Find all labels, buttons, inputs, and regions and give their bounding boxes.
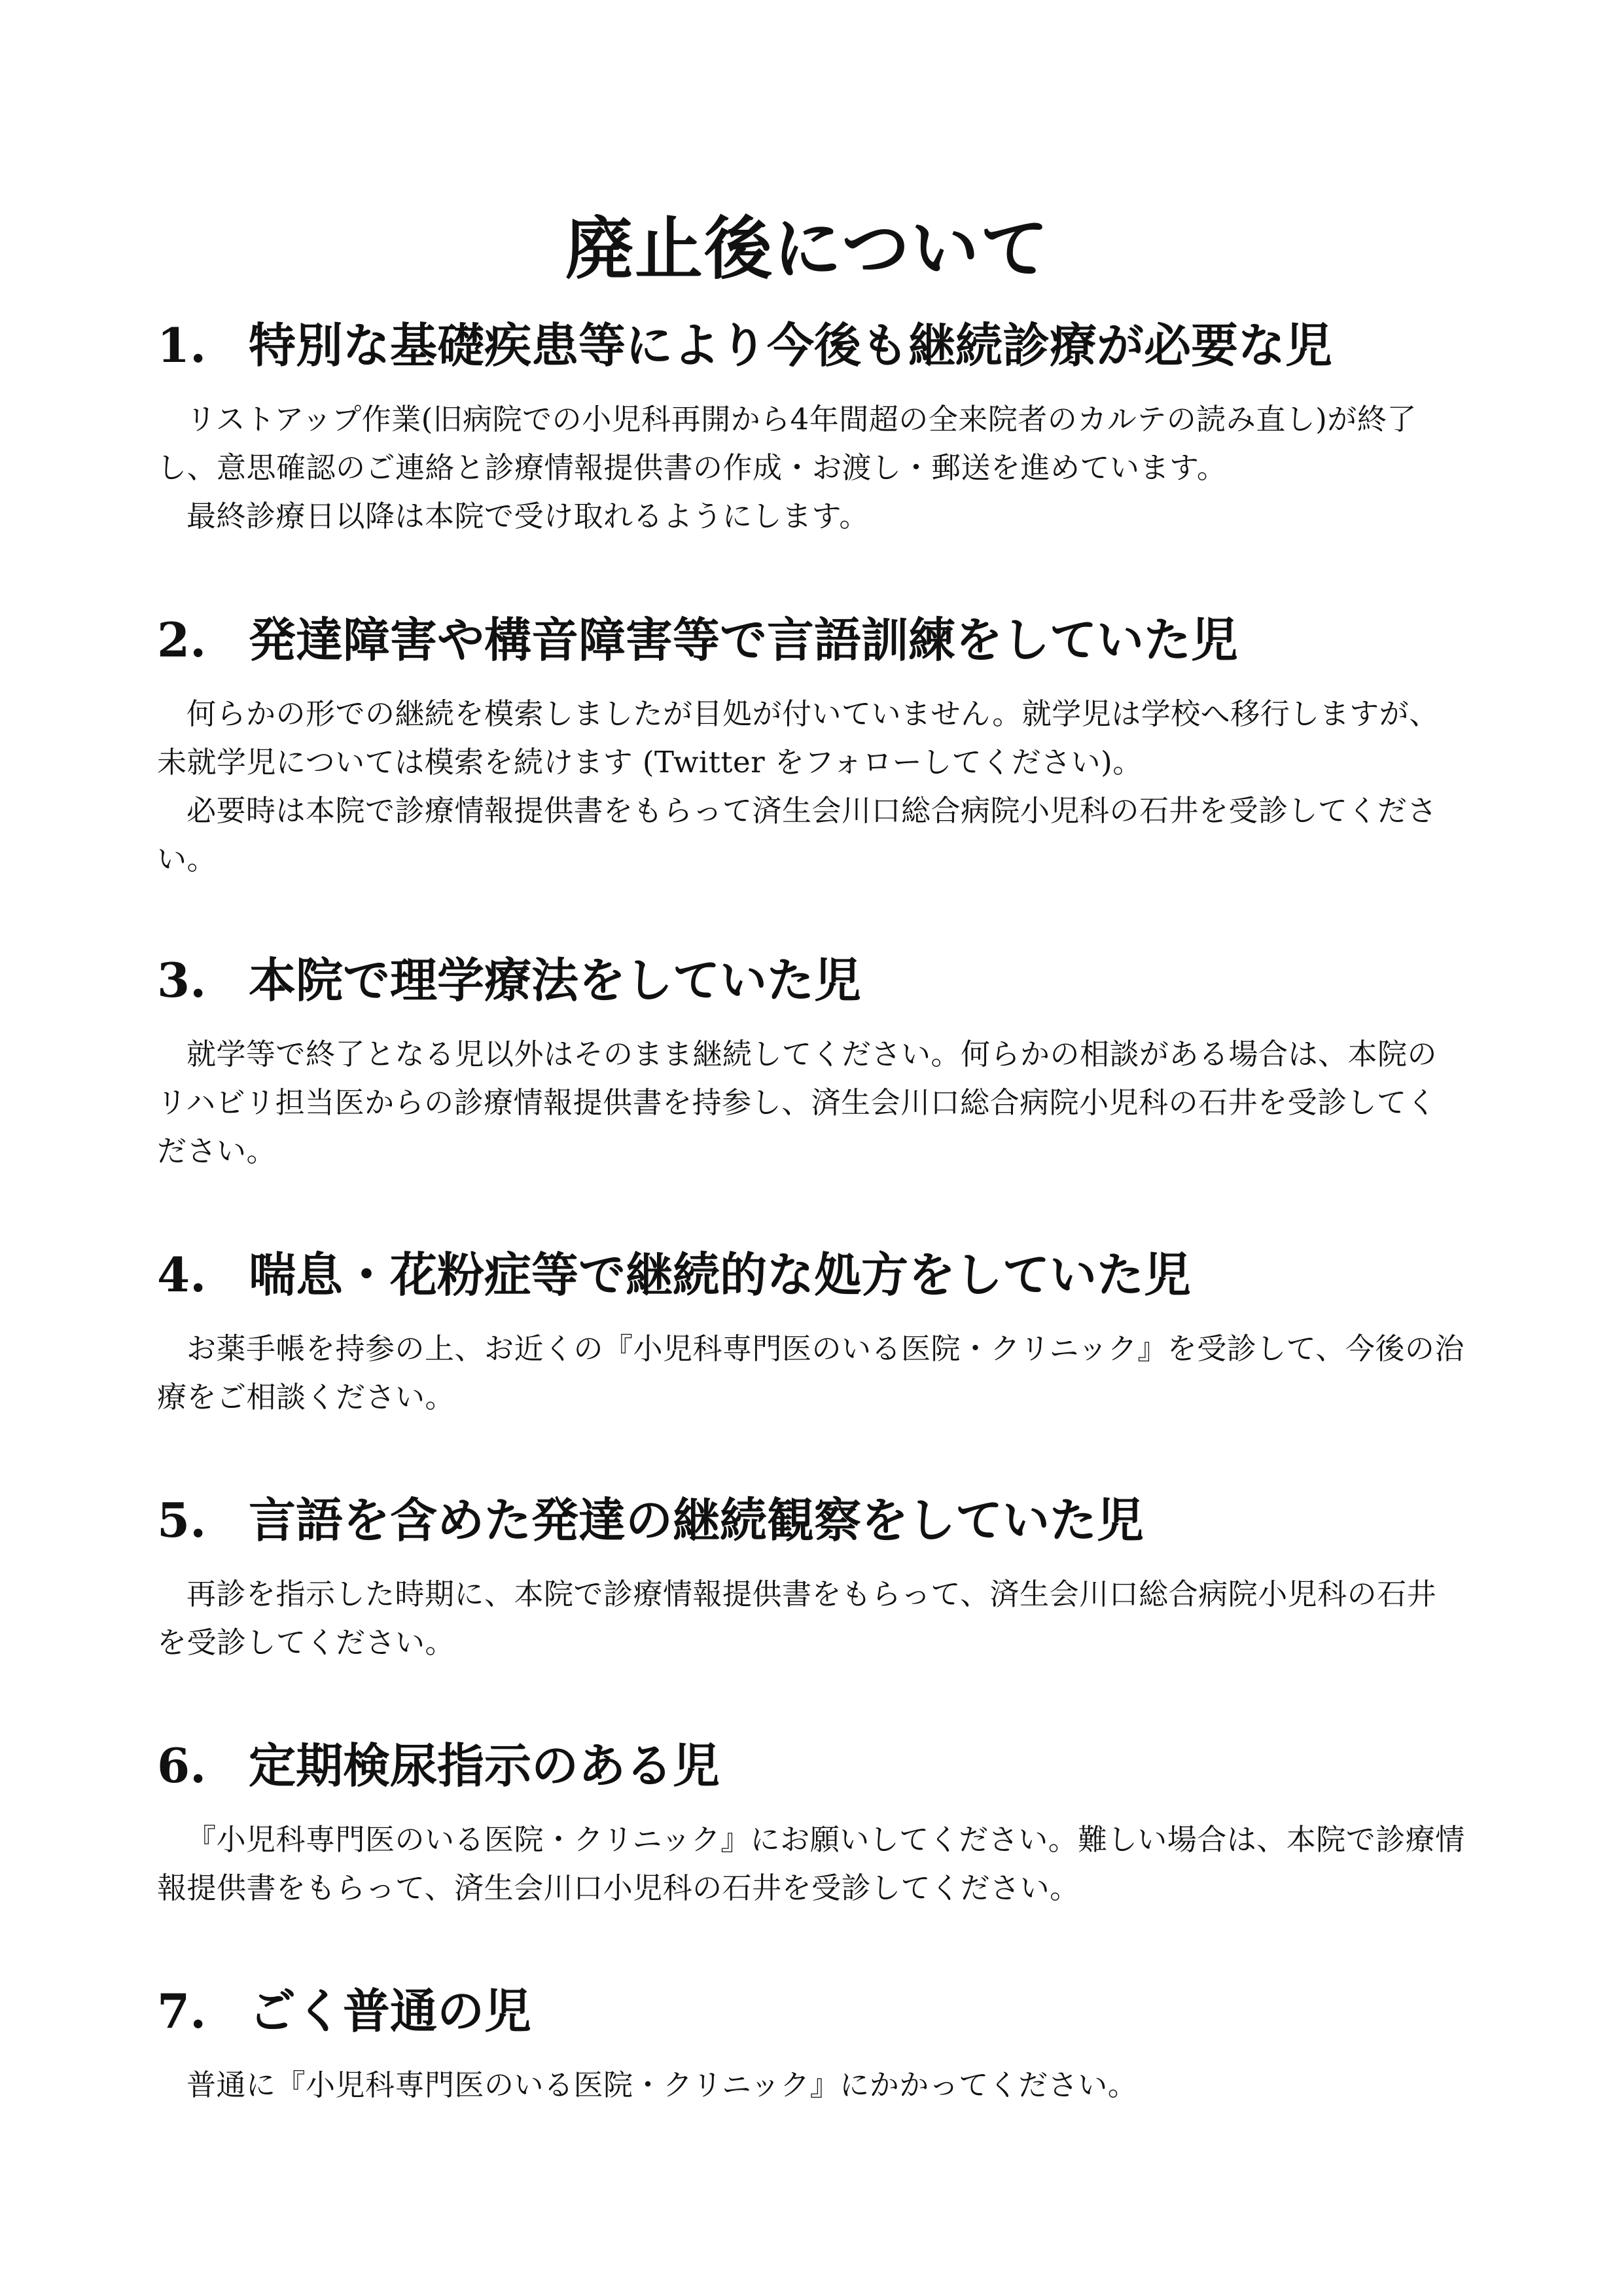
section-body bbox=[157, 2061, 1466, 2109]
section-body bbox=[157, 690, 1466, 884]
section-title: ごく普通の児 bbox=[249, 1983, 532, 2039]
section-heading bbox=[157, 1980, 1466, 2043]
page-title: 廃止後について bbox=[565, 207, 1050, 289]
section-heading bbox=[157, 609, 1466, 672]
section-number: 1. bbox=[157, 317, 207, 373]
section-heading bbox=[157, 1489, 1466, 1552]
section-title: 定期検尿指示のある児 bbox=[249, 1738, 720, 1793]
section-title: 本院で理学療法をしていた児 bbox=[249, 952, 862, 1008]
section-heading bbox=[157, 1244, 1466, 1306]
section-body bbox=[157, 1030, 1466, 1175]
section-1 bbox=[157, 314, 1466, 541]
section-7 bbox=[157, 1980, 1466, 2109]
section-number: 2. bbox=[157, 612, 207, 668]
section-number: 5. bbox=[157, 1492, 207, 1548]
section-3 bbox=[157, 949, 1466, 1175]
section-body bbox=[157, 395, 1466, 541]
section-paragraph: 最終診療日以降は本院で受け取れるようにします。 bbox=[186, 499, 869, 533]
section-heading bbox=[157, 314, 1466, 377]
section-2 bbox=[157, 609, 1466, 884]
section-paragraph: 『小児科専門医のいる医院・クリニック』にお願いしてください。難しい場合は、本院で診療情報提供書をもらって、済生会川口小児科の石井を受診してください。 bbox=[157, 1822, 1465, 1905]
section-paragraph: 必要時は本院で診療情報提供書をもらって済生会川口総合病院小児科の石井を受診してください。 bbox=[157, 793, 1438, 876]
section-paragraph: お薬手帳を持参の上、お近くの『小児科専門医のいる医院・クリニック』を受診して、今後の治療をご相談ください。 bbox=[157, 1331, 1464, 1414]
section-title: 言語を含めた発達の継続観察をしていた児 bbox=[249, 1492, 1145, 1548]
section-heading bbox=[157, 1734, 1466, 1797]
section-number: 3. bbox=[157, 952, 207, 1008]
section-title: 発達障害や構音障害等で言語訓練をしていた児 bbox=[249, 612, 1239, 668]
section-title: 喘息・花粉症等で継続的な処方をしていた児 bbox=[249, 1247, 1192, 1302]
section-6 bbox=[157, 1734, 1466, 1912]
section-title: 特別な基礎疾患等により今後も継続診療が必要な児 bbox=[249, 317, 1333, 373]
section-5 bbox=[157, 1489, 1466, 1667]
section-heading bbox=[157, 949, 1466, 1012]
section-paragraph: 就学等で終了となる児以外はそのまま継続してください。何らかの相談がある場合は、本院のリハビリ担当医からの診療情報提供書を持参し、済生会川口総合病院小児科の石井を受診してください。 bbox=[157, 1037, 1438, 1168]
section-4 bbox=[157, 1244, 1466, 1422]
section-paragraph: リストアップ作業(旧病院での小児科再開から4年間超の全来院者のカルテの読み直し)が終了し、意思確認のご連絡と診療情報提供書の作成・お渡し・郵送を進めています。 bbox=[157, 402, 1417, 485]
section-paragraph: 何らかの形での継続を模索しましたが目処が付いていません。就学児は学校へ移行しますが、未就学児については模索を続けます (Twitter をフォローしてください)。 bbox=[157, 696, 1439, 780]
section-body bbox=[157, 1570, 1466, 1667]
section-paragraph: 再診を指示した時期に、本院で診療情報提供書をもらって、済生会川口総合病院小児科の石井を受診してください。 bbox=[157, 1577, 1437, 1660]
section-number: 7. bbox=[157, 1983, 207, 2039]
section-body bbox=[157, 1816, 1466, 1912]
section-number: 4. bbox=[157, 1247, 207, 1302]
section-body bbox=[157, 1325, 1466, 1422]
section-number: 6. bbox=[157, 1738, 207, 1793]
section-paragraph: 普通に『小児科専門医のいる医院・クリニック』にかかってください。 bbox=[186, 2068, 1138, 2102]
